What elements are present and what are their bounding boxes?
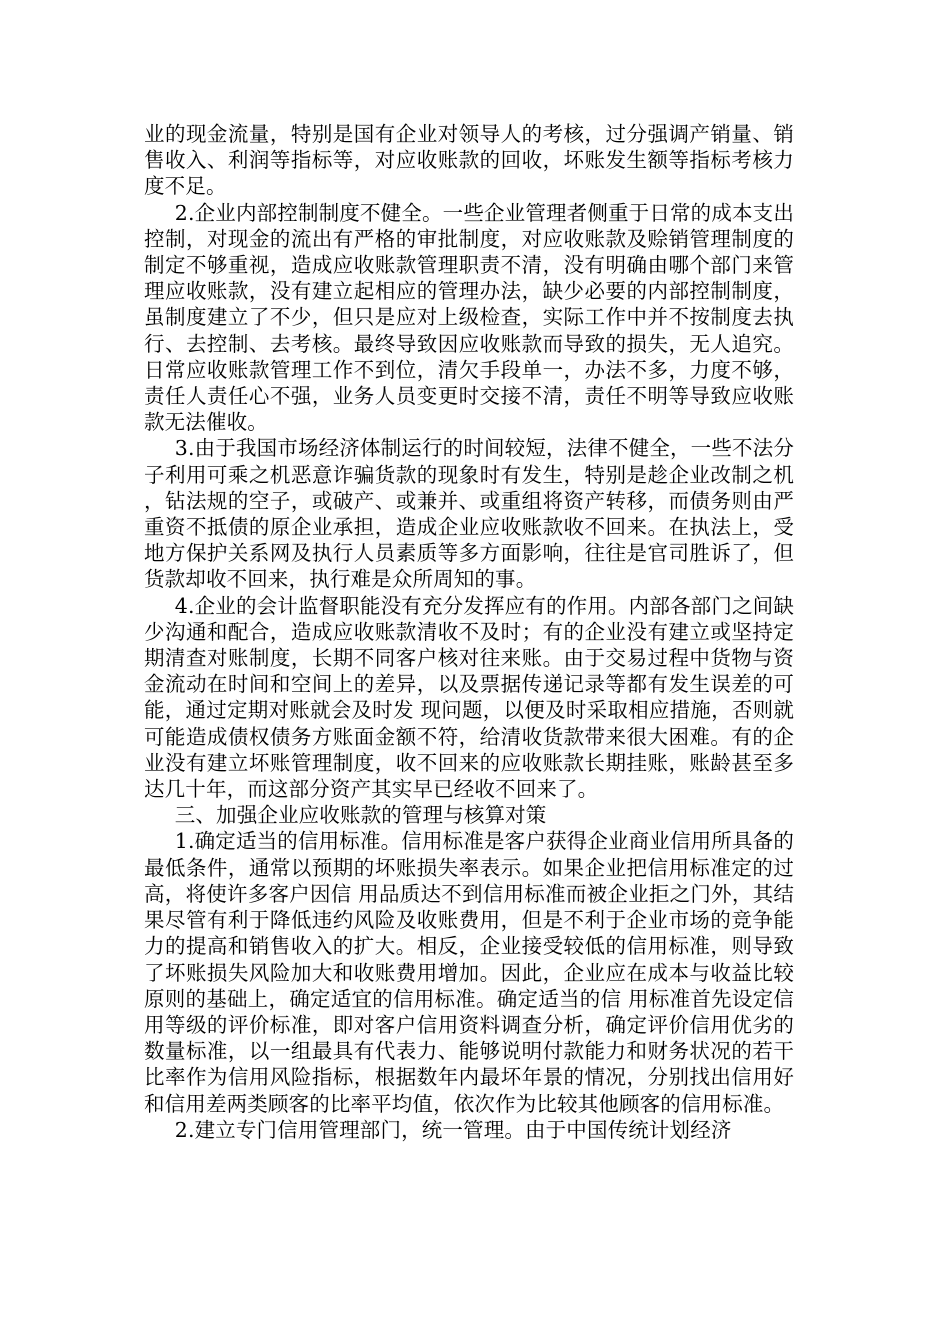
paragraph-strategy-1: 1.确定适当的信用标准。信用标准是客户获得企业商业信用所具备的最低条件，通常以预期的坏账损失率表示。如果企业把信用标准定的过高，将使许多客户因信 用品质达不到信用标准而被企业拒之门外，其结果尽管有利于降低违约风险及收账费用，但是不利于企业市场的竞争能力的提高和销售收入的扩大。相反，企业接受较低的信用标准，则导致了坏账损失风险加大和收账费用增加。因此，企业应在成本与收益比较原则的基础上，确定适宜的信用标准。确定适当的信 用标准首先设定信用等级的评价标准，即对客户信用资料调查分析，确定评价信用优劣的数量标准，以一组最具有代表力、能够说明付款能力和财务状况的若干比率作为信用风险指标，根据数年内最坏年景的情况，分别找出信用好和信用差两类顾客的比率平均值，依次作为比较其他顾客的信用标准。	[144, 829, 794, 1116]
paragraph-item-3: 3.由于我国市场经济体制运行的时间较短，法律不健全，一些不法分子利用可乘之机恶意诈骗货款的现象时有发生，特别是趁企业改制之机，钻法规的空子，或破产、或兼并、或重组将资产转移，而债务则由严重资不抵债的原企业承担，造成企业应收账款收不回来。在执法上，受地方保护关系网及执行人员素质等多方面影响，往往是官司胜诉了，但货款却收不回来，执行难是众所周知的事。	[144, 436, 794, 592]
body-text	[144, 121, 794, 1143]
section-heading: 三、加强企业应收账款的管理与核算对策	[174, 803, 547, 828]
paragraph-item-4: 4.企业的会计监督职能没有充分发挥应有的作用。内部各部门之间缺少沟通和配合，造成应收账款清收不及时；有的企业没有建立或坚持定期清查对账制度，长期不同客户核对往来账。由于交易过程中货物与资金流动在时间和空间上的差异，以及票据传递记录等都有发生误差的可能，通过定期对账就会及时发 现问题，以便及时采取相应措施，否则就可能造成债权债务方账面金额不符，给清收货款带来很大困难。有的企业没有建立坏账管理制度，收不回来的应收账款长期挂账，账龄甚至多达几十年，而这部分资产其实早已经收不回来了。	[144, 593, 794, 802]
paragraph-strategy-2: 2.建立专门信用管理部门，统一管理。由于中国传统计划经济	[174, 1117, 732, 1142]
paragraph-item-2: 2.企业内部控制制度不健全。一些企业管理者侧重于日常的成本支出控制，对现金的流出有严格的审批制度，对应收账款及赊销管理制度的制定不够重视，造成应收账款管理职责不清，没有明确由哪个部门来管理应收账款，没有建立起相应的管理办法，缺少必要的内部控制制度，虽制度建立了不少，但只是应对上级检查，实际工作中并不按制度去执行、去控制、去考核。最终导致因应收账款而导致的损失，无人追究。日常应收账款管理工作不到位，清欠手段单一，办法不多，力度不够，责任人责任心不强，业务人员变更时交接不清，责任不明等导致应收账款无法催收。	[144, 200, 794, 435]
paragraph-continuation: 业的现金流量，特别是国有企业对领导人的考核，过分强调产销量、销售收入、利润等指标等，对应收账款的回收，坏账发生额等指标考核力度不足。	[144, 122, 794, 199]
